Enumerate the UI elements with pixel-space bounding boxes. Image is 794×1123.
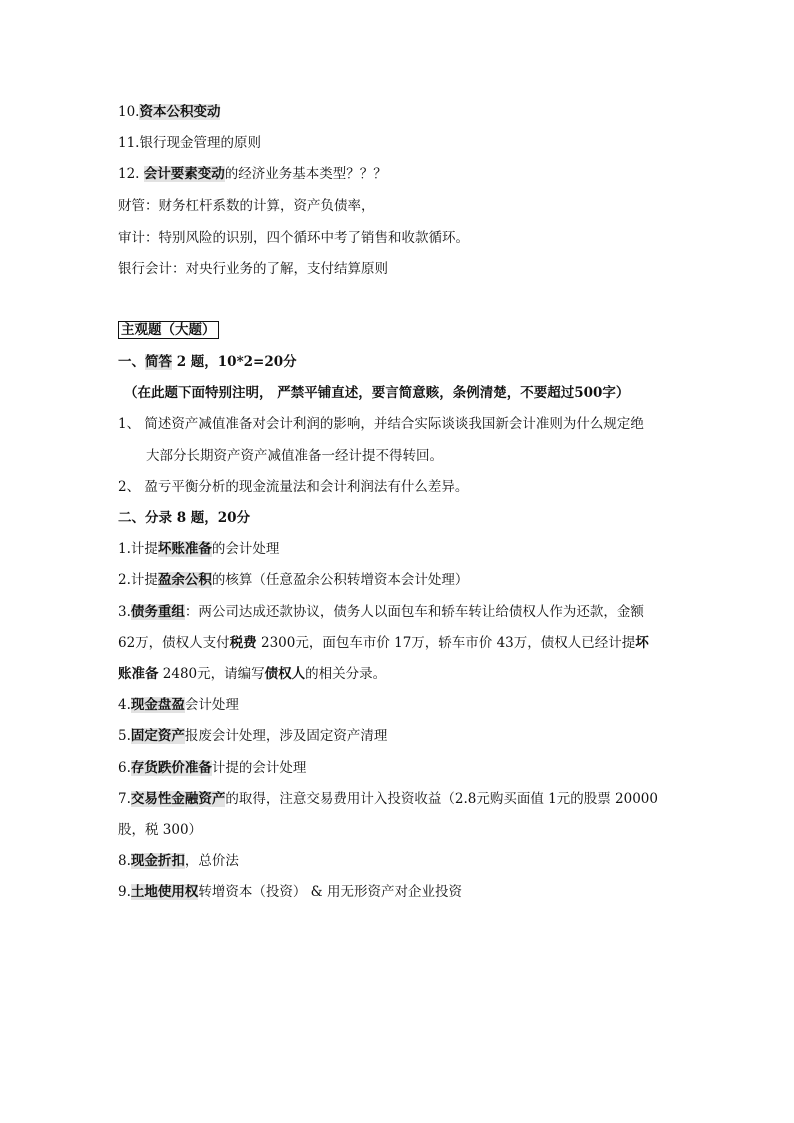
highlight: 坏账准备: [157, 541, 212, 557]
entry-1: 1.计提坏账准备的会计处理: [118, 541, 280, 557]
item-12: 12. 会计要素变动的经济业务基本类型？？？: [118, 166, 387, 182]
highlight: 资本公积变动: [139, 104, 221, 120]
highlight: 土地使用权: [130, 884, 199, 900]
item-10: 10.资本公积变动: [118, 104, 221, 120]
subjective-title: [118, 320, 219, 340]
highlight: 存货跌价准备: [130, 760, 212, 776]
question-1-cont: 大部分长期资产资产减值准备一经计提不得转回。: [146, 448, 443, 464]
item-11: 11.银行现金管理的原则: [118, 135, 261, 151]
entry-3-cont: 62万，债权人支付税费 2300元，面包车市价 17万，轿车市价 43万，债权人已经计提坏: [118, 635, 649, 651]
highlight: 简答: [145, 354, 172, 370]
entry-3-cont-2: 账准备 2480元，请编写债权人的相关分录。: [118, 666, 387, 682]
highlight: 现金盘盈: [130, 697, 185, 713]
highlight: 固定资产: [130, 728, 185, 744]
highlight: 现金折扣: [130, 853, 185, 869]
question-2: 2、 盈亏平衡分析的现金流量法和会计利润法有什么差异。: [118, 479, 469, 495]
section-1-note: （在此题下面特别注明， 严禁平铺直述，要言简意赅，条例清楚，不要超过500字）: [124, 385, 630, 401]
entry-4: 4.现金盘盈会计处理: [118, 697, 239, 713]
highlight: 债务重组: [130, 604, 185, 620]
entry-9: 9.土地使用权转增资本（投资） & 用无形资产对企业投资: [118, 884, 462, 900]
entry-7: 7.交易性金融资产的取得，注意交易费用计入投资收益（2.8元购买面值 1元的股票 20000: [118, 791, 658, 807]
entry-7-cont: 股，税 300）: [118, 822, 203, 838]
highlight: 盈余公积: [157, 572, 212, 588]
highlight: 交易性金融资产: [130, 791, 226, 807]
section-1-heading: 一、简答 2 题，10*2=20分: [118, 354, 297, 370]
entry-8: 8.现金折扣，总价法: [118, 853, 239, 869]
finance-note: 财管：财务杠杆系数的计算，资产负债率，: [118, 198, 375, 214]
entry-5: 5.固定资产报废会计处理，涉及固定资产清理: [118, 728, 388, 744]
entry-3: 3.债务重组：两公司达成还款协议，债务人以面包车和轿车转让给债权人作为还款，金额: [118, 604, 644, 620]
audit-note: 审计：特别风险的识别，四个循环中考了销售和收款循环。: [118, 230, 469, 246]
entry-6: 6.存货跌价准备计提的会计处理: [118, 760, 307, 776]
bank-accounting-note: 银行会计：对央行业务的了解，支付结算原则: [118, 261, 388, 277]
question-1: 1、 简述资产减值准备对会计利润的影响，并结合实际谈谈我国新会计准则为什么规定绝: [118, 416, 644, 432]
section-2-heading: 二、分录 8 题，20分: [118, 510, 251, 526]
highlight: 会计要素变动: [143, 166, 225, 182]
entry-2: 2.计提盈余公积的核算（任意盈余公积转增资本会计处理）: [118, 572, 469, 588]
boxed-heading: 主观题（大题）: [118, 321, 219, 339]
